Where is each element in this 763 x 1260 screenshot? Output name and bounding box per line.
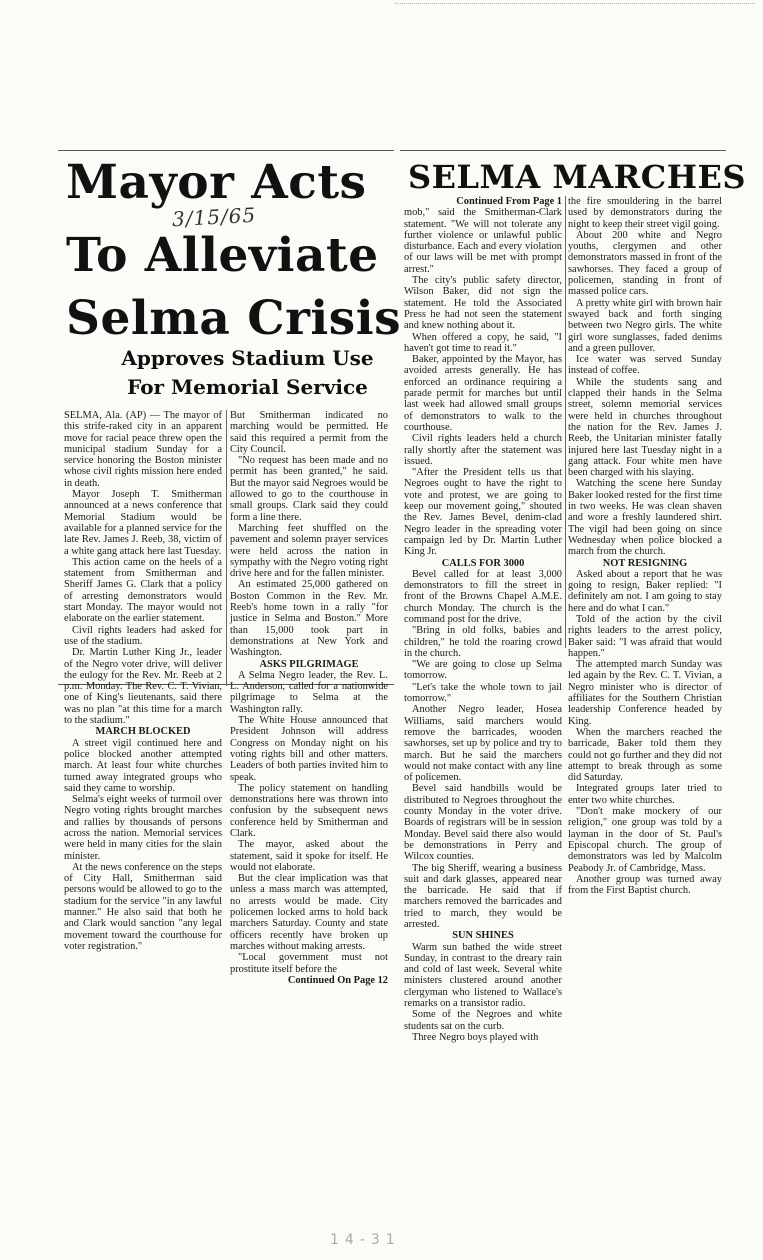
paragraph: But the clear implication was that unless a mass march was attempted, no arrests would be made. City policemen locked arms to hold back marchers Saturday. County and state officers recently have broken up marches without making arrests.: [230, 873, 388, 952]
paragraph: Told of the action by the civil rights leaders to the arrest policy, Baker said: "I was afraid that would happen.": [568, 613, 722, 659]
left-column-2: [230, 410, 388, 986]
headline-line-2: To Alleviate: [66, 228, 379, 283]
paragraph: The policy statement on handling demonstrations here was thrown into confusion by the subsequent news conference held by Smitherman and Clark.: [230, 782, 388, 839]
paragraph: Ice water was served Sunday instead of coffee.: [568, 354, 722, 377]
paragraph: Selma's eight weeks of turmoil over Negro voting rights brought marches and rallies by thousands of persons across the nation. Memorial services were held in many cities for the slain minister.: [64, 794, 222, 862]
paragraph: "Local government must not prostitute itself before the: [230, 952, 388, 975]
right-column-1: [404, 196, 562, 1174]
paragraph: "After the President tells us that Negroes ought to have the right to vote and protest, we are going to keep our movement going," shouted the Rev. James Bevel, denim-clad Negro leader in the spreading voter campaign led by Dr. Martin Luther King Jr.: [404, 467, 562, 558]
left-subhead: [110, 344, 385, 402]
subheading-sun-shines: SUN SHINES: [452, 930, 514, 942]
paragraph: Bevel called for at least 3,000 demonstrators to fill the street in front of the Browns Chapel A.M.E. church Monday. The church is the command post for the drive.: [404, 568, 562, 625]
footer-scrawl: 14-31: [330, 1232, 401, 1248]
paragraph: When the marchers reached the barricade, Baker told them they could not go further and they did not attempt to break through as some did Saturday.: [568, 726, 722, 784]
paragraph: A street vigil continued here and police blocked another attempted march. At least four white churches turned away integrated groups who said they came to worship.: [64, 737, 222, 794]
paragraph: "Let's take the whole town to jail tomorrow.": [404, 681, 562, 705]
right-headline: SELMA MARCHES: [408, 158, 746, 196]
paragraph: Three Negro boys played with: [412, 1031, 539, 1043]
column-divider: [226, 410, 227, 686]
subhead-line-1: Approves Stadium Use: [121, 346, 374, 370]
paragraph: A Selma Negro leader, the Rev. L. L. Anderson, called for a nationwide pilgrimage to Selma at the Washington rally.: [230, 669, 388, 715]
left-column-1: [64, 410, 222, 952]
paragraph: The White House announced that President Johnson will address Congress on Monday night on his voting rights bill and other matters. Leaders of both parties invited him to speak.: [230, 715, 388, 783]
subheading-asks-pilgrimage: ASKS PILGRIMAGE: [259, 658, 359, 670]
headline-line-1: Mayor Acts: [66, 155, 367, 210]
paragraph: the fire smouldering in the barrel used by demonstrators during the night to keep their street vigil going.: [568, 196, 722, 230]
subheading-calls-for-3000: CALLS FOR 3000: [441, 557, 525, 569]
left-headline: [66, 155, 402, 346]
headline-line-3: Selma Crisis: [66, 291, 402, 346]
top-dotted-rule: [395, 3, 755, 4]
paragraph: The big Sheriff, wearing a business suit and dark glasses, appeared near the barricade. He said that if marchers removed the barricades and tried to march, they would be arrested.: [404, 862, 562, 930]
paragraph: Some of the Negroes and white students sat on the curb.: [404, 1009, 562, 1032]
paragraph: But Smitherman indicated no marching would be permitted. He said this required a permit from the City Council.: [230, 410, 388, 455]
paragraph: The mayor, asked about the statement, said it spoke for itself. He would not elaborate.: [230, 839, 388, 873]
paragraph: About 200 white and Negro youths, clergymen and other demonstrators massed in front of the sawhorses. They faced a group of policemen, standing in front of massed police cars.: [568, 229, 722, 298]
paragraph: At the news conference on the steps of City Hall, Smitherman said persons would be allowed to go to the stadium for the service "in any lawful manner." He also said that both he and Clark would sanction "any legal movement toward the courthouse for voter registration.": [64, 861, 222, 952]
paragraph: SELMA, Ala. (AP) — The mayor of this strife-raked city in an apparent move for racial peace threw open the municipal stadium Sunday for a service honoring the Boston minister whose civil rights mission here ended in death.: [64, 410, 222, 489]
paragraph: Asked about a report that he was going to resign, Baker replied: "I definitely am not. I am going to stay here and do what I can.": [568, 568, 722, 614]
subheading-not-resigning: NOT RESIGNING: [602, 557, 688, 569]
paragraph: Dr. Martin Luther King Jr., leader of the Negro voter drive, will deliver the eulogy for the Rev. Mr. Reeb at 2 p.m. Monday. The Rev. C. T. Vivian, one of King's lieutenants, said there was no plan "at this time for a march to the stadium.": [64, 647, 222, 727]
subhead-line-2: For Memorial Service: [127, 375, 368, 399]
paragraph: "Bring in old folks, babies and children," he told the roaring crowd in the church.: [404, 625, 562, 659]
paragraph: A pretty white girl with brown hair swayed back and forth singing between two Negro girls. The white girl wore sunglasses, faded denims and a green pullover.: [568, 297, 722, 354]
paragraph: "Don't make mockery of our religion," one group was told by a layman in the door of St. Paul's Episcopal church. The group of demonstrators was led by Malcolm Peabody Jr. of Cambridge, Mass.: [568, 806, 722, 874]
paragraph: "No request has been made and no permit has been granted," he said. But the mayor said Negroes would be allowed to go to the courthouse in small groups. Clark said they could form a line there.: [230, 455, 388, 523]
paragraph: Marching feet shuffled on the pavement and solemn prayer services were held across the nation in sympathy with the Negro voting right drive here and for the fallen minister.: [230, 522, 388, 580]
paragraph: "We are going to close up Selma tomorrow.: [404, 659, 562, 682]
column-divider: [565, 196, 566, 648]
paragraph: Watching the scene here Sunday Baker looked rested for the first time in two weeks. He was clean shaven and wore a freshly laundered shirt. The vigil had been going on since Wednesday when police blocked a march from the church.: [568, 478, 722, 558]
paragraph: This action came on the heels of a statement from Smitherman and Sheriff James G. Clark that a policy of arresting demonstrators would start Monday. The mayor would not elaborate on the earlier statement.: [64, 556, 222, 625]
paragraph: An estimated 25,000 gathered on Boston Common in the Rev. Mr. Reeb's home town in a rally "for justice in Selma and Boston." More than 15,000 took part in demonstrations at New York and Washington.: [230, 579, 388, 659]
paragraph: While the students sang and clapped their hands in the Selma street, solemn memorial services were held in churches throughout the nation for the Rev. James J. Reeb, the Unitarian minister fatally injured here last Tuesday night in a gang attack. Four white men have been charged with his slaying.: [568, 376, 722, 479]
paragraph: Warm sun bathed the wide street Sunday, in contrast to the dreary rain and cold of last week. Several white ministers clustered around another clergyman who listened to Wallace's remarks on a transistor radio.: [404, 941, 562, 1010]
paragraph: Civil rights leaders had asked for use of the stadium.: [64, 624, 222, 647]
paragraph: Bevel said handbills would be distributed to Negroes throughout the county Monday in the voter drive. Boards of registrars will be in session Monday. Bevel said there also would be demonstrations in Perry and Wilcox counties.: [404, 783, 562, 863]
continued-on-label: Continued On Page 12: [287, 974, 388, 986]
paragraph: mob," said the Smitherman-Clark statement. "We will not tolerate any further violence or unlawful public disturbance. Each and every violation of our laws will be met with prompt arrest.": [404, 207, 562, 275]
paragraph: Another Negro leader, Hosea Williams, said marchers would remove the barricades, wooden sawhorses, set up by police and try to march. But he said the marchers would not make contact with any line of policemen.: [404, 704, 562, 784]
paragraph: When offered a copy, he said, "I haven't got time to read it.": [404, 331, 562, 354]
paragraph: The city's public safety director, Wilson Baker, did not sign the statement. He told the Associated Press he had not seen the statement and knew nothing about it.: [404, 275, 562, 332]
paragraph: Integrated groups later tried to enter two white churches.: [568, 783, 722, 806]
right-column-2: [568, 196, 722, 897]
paragraph: Civil rights leaders held a church rally shortly after the statement was issued.: [404, 433, 562, 467]
paragraph: The attempted march Sunday was led again by the Rev. C. T. Vivian, a Negro minister who is director of affiliates for the Southern Christian leadership Conference headed by King.: [568, 659, 722, 727]
handwritten-date: 3/15/65: [171, 202, 257, 232]
paragraph: Another group was turned away from the First Baptist church.: [568, 873, 722, 897]
subheading-march-blocked: MARCH BLOCKED: [95, 726, 191, 738]
paragraph: Mayor Joseph T. Smitherman announced at a news conference that Memorial Stadium would be available for a planned service for the late Rev. James J. Reeb, 38, victim of a white gang attack here last Tuesday.: [64, 489, 222, 557]
continued-from-label: Continued From Page 1: [456, 196, 562, 207]
paragraph: Baker, appointed by the Mayor, has avoided arrests generally. He has enforced an ordinance requiring a parade permit for marches but until last week had allowed small groups of demonstrators to walk to the courthouse.: [404, 354, 562, 433]
